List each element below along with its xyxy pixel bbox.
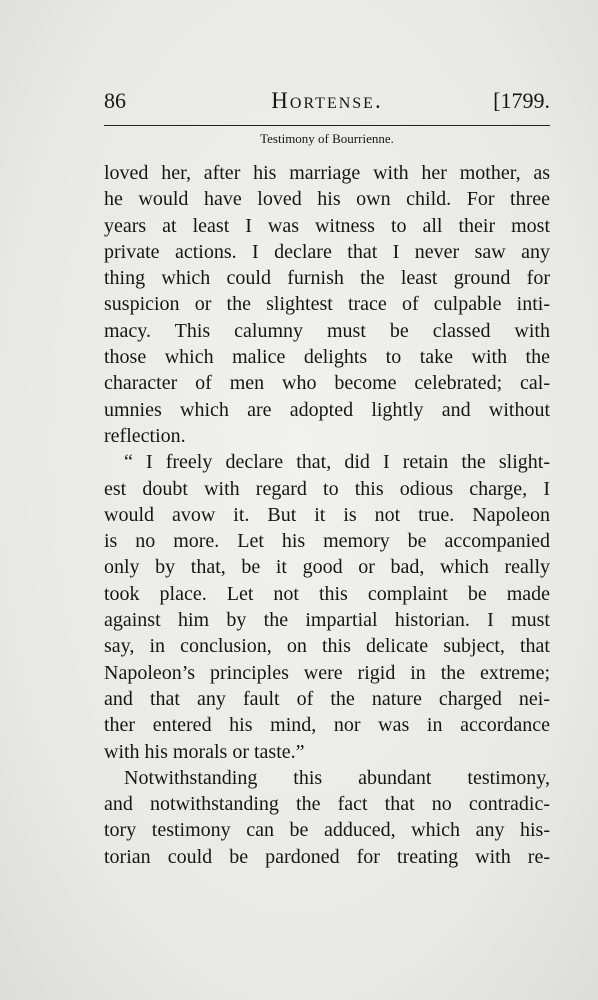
text-line: torian could be pardoned for treating with re- xyxy=(104,845,550,868)
text-line: would avow it. But it is not true. Napoleon xyxy=(104,503,550,526)
page-number: 86 xyxy=(104,88,126,113)
text-line: Napoleon’s principles were rigid in the extreme; xyxy=(104,661,550,684)
section-subheading: Testimony of Bourrienne. xyxy=(260,131,394,146)
text-line: macy. This calumny must be classed with xyxy=(104,319,550,342)
text-line: say, in conclusion, on this delicate subject, that xyxy=(104,635,550,658)
text-line: tory testimony can be adduced, which any his- xyxy=(104,819,550,842)
running-title: Hortense. xyxy=(271,88,383,113)
text-line: Notwithstanding this abundant testimony, xyxy=(124,766,550,789)
text-line: and notwithstanding the fact that no contradic- xyxy=(104,793,550,816)
text-line: reflection. xyxy=(104,424,186,447)
text-line: loved her, after his marriage with her mother, as xyxy=(104,162,550,184)
header-rule xyxy=(104,125,550,126)
text-line: took place. Let not this complaint be made xyxy=(104,582,550,605)
running-header xyxy=(104,88,550,118)
text-line: with his morals or taste.” xyxy=(104,740,305,763)
text-line: ther entered his mind, nor was in accordance xyxy=(104,714,550,737)
text-line: those which malice delights to take with the xyxy=(104,346,550,369)
text-line: is no more. Let his memory be accompanied xyxy=(104,530,550,553)
text-line: “ I freely declare that, did I retain the slight- xyxy=(124,451,550,474)
text-line: he would have loved his own child. For three xyxy=(104,188,550,211)
text-line: against him by the impartial historian. I must xyxy=(104,609,550,632)
body-text xyxy=(104,160,550,870)
text-line: thing which could furnish the least ground for xyxy=(104,267,550,290)
text-line: suspicion or the slightest trace of culpable inti- xyxy=(104,293,550,316)
text-line: years at least I was witness to all their most xyxy=(104,214,550,237)
text-line: character of men who become celebrated; cal- xyxy=(104,372,550,395)
text-line: private actions. I declare that I never saw any xyxy=(104,240,550,263)
text-line: and that any fault of the nature charged nei- xyxy=(104,687,550,710)
text-line: est doubt with regard to this odious charge, I xyxy=(104,477,550,500)
header-year: [1799. xyxy=(493,88,550,113)
text-line: umnies which are adopted lightly and without xyxy=(104,398,550,421)
text-line: only by that, be it good or bad, which really xyxy=(104,556,550,579)
